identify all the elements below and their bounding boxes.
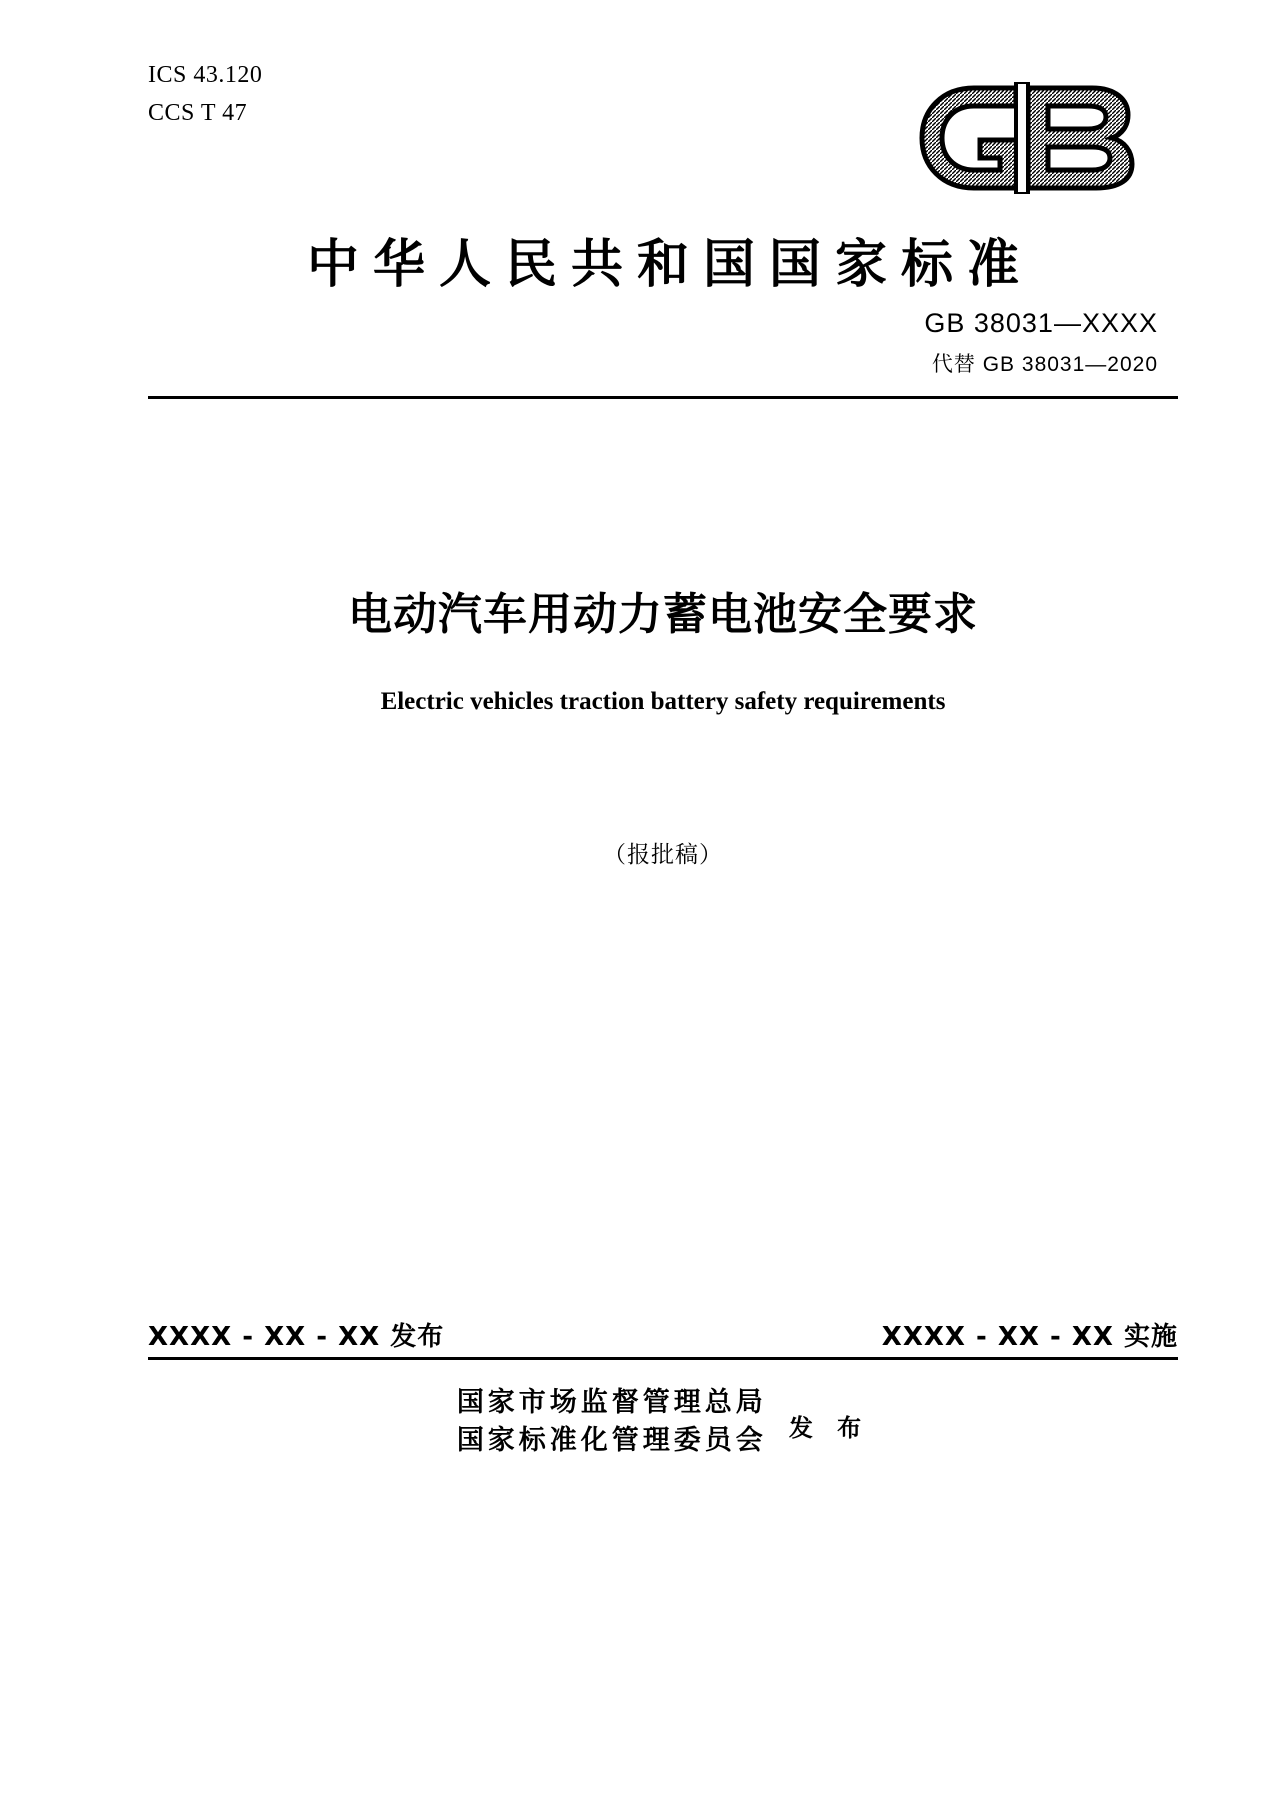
issuer-names: [457, 1384, 767, 1460]
issuer-line-2: 国家标准化管理委员会: [456, 1425, 767, 1456]
classification-codes: [148, 56, 262, 132]
header-divider: [148, 396, 1178, 399]
issuing-authority: [148, 1384, 1178, 1460]
footer-dates: [148, 1316, 1178, 1356]
replaced-standard: 代替 GB 38031—2020: [931, 353, 1158, 376]
document-title-en: Electric vehicles traction battery safety requirements: [380, 688, 946, 715]
standard-number: GB 38031—XXXX: [924, 308, 1158, 338]
implement-date: XXXX - XX - XX 实施: [881, 1322, 1178, 1352]
gb-emblem-icon: [916, 82, 1156, 194]
issuer-line-1: 国家市场监督管理总局: [456, 1387, 767, 1418]
page-title: 中华人民共和国国家标准: [306, 234, 1033, 295]
footer-divider: [148, 1357, 1178, 1360]
issuer-verb: 发 布: [788, 1412, 870, 1442]
cover-content: [148, 0, 1178, 1810]
ics-code: ICS 43.120: [148, 62, 263, 88]
issue-date: XXXX - XX - XX 发布: [148, 1322, 445, 1352]
document-stage: （报批稿）: [603, 842, 723, 868]
ccs-code: CCS T 47: [148, 100, 248, 126]
document-title-cn: 电动汽车用动力蓄电池安全要求: [348, 589, 978, 640]
